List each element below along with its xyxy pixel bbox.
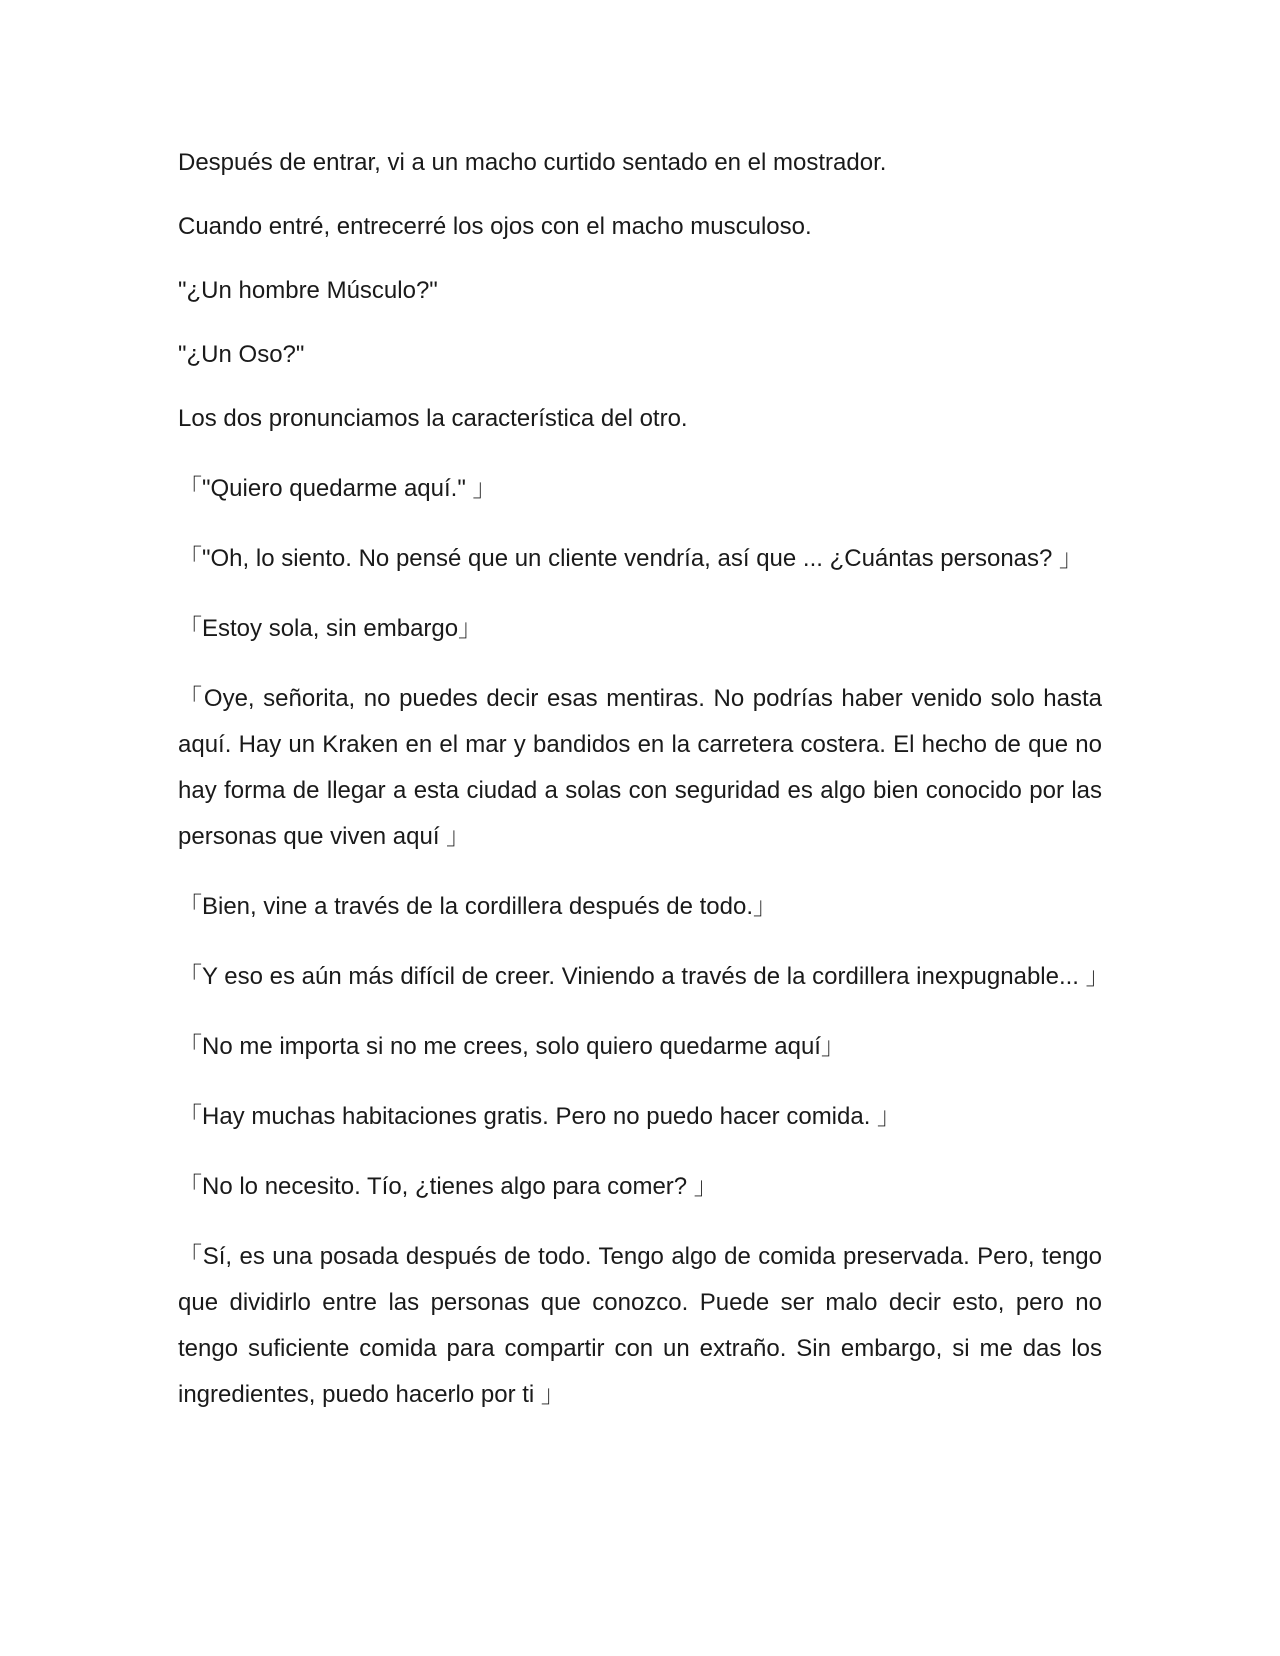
paragraph-5: Los dos pronunciamos la característica del otro. (178, 405, 688, 432)
dialogue-9: 「No lo necesito. Tío, ¿tienes algo para comer? 」 (178, 1173, 718, 1200)
dialogue-6: 「Y eso es aún más difícil de creer. Viniendo a través de la cordillera inexpugnable... 」 (178, 963, 1110, 990)
paragraph-2: Cuando entré, entrecerré los ojos con el macho musculoso. (178, 213, 812, 240)
dialogue-4: 「Oye, señorita, no puedes decir esas mentiras. No podrías haber venido solo hasta aquí. Hay un Kraken en el mar y bandidos en la carretera costera. El hecho de que no hay forma de llegar a esta ciudad a solas con seguridad es algo bien conocido por las personas que viven aquí 」 (178, 685, 1102, 850)
dialogue-7: 「No me importa si no me crees, solo quiero quedarme aquí」 (178, 1033, 845, 1060)
dialogue-2: 「"Oh, lo siento. No pensé que un cliente vendría, así que ... ¿Cuántas personas? 」 (178, 545, 1084, 572)
paragraph-1: Después de entrar, vi a un macho curtido sentado en el mostrador. (178, 149, 887, 176)
dialogue-8: 「Hay muchas habitaciones gratis. Pero no puedo hacer comida. 」 (178, 1103, 902, 1130)
paragraph-4: "¿Un Oso?" (178, 341, 305, 368)
text-body (178, 140, 1110, 1418)
paragraph-3: "¿Un hombre Músculo?" (178, 277, 438, 304)
dialogue-1: 「"Quiero quedarme aquí." 」 (178, 475, 497, 502)
dialogue-3: 「Estoy sola, sin embargo」 (178, 615, 483, 642)
dialogue-10: 「Sí, es una posada después de todo. Tengo algo de comida preservada. Pero, tengo que dividirlo entre las personas que conozco. Puede ser malo decir esto, pero no tengo suficiente comida para compartir con un extraño. Sin embargo, si me das los ingredientes, puedo hacerlo por ti 」 (178, 1243, 1102, 1408)
dialogue-5: 「Bien, vine a través de la cordillera después de todo.」 (178, 893, 778, 920)
